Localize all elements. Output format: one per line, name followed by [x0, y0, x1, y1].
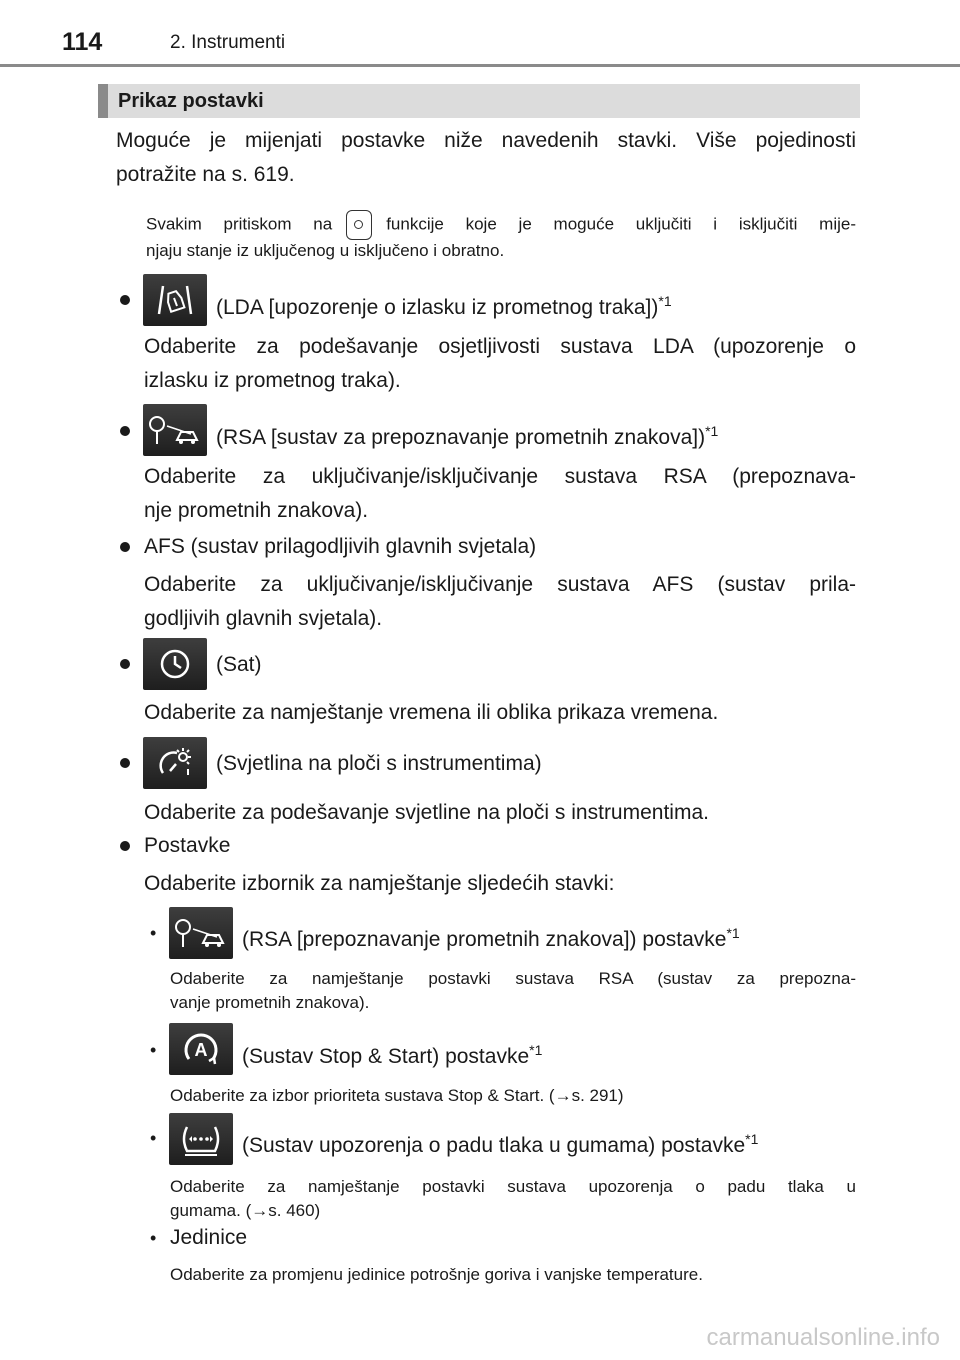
- settings-label: Postavke: [144, 834, 231, 857]
- rsa-icon: [143, 404, 207, 456]
- sub-bullet: •: [150, 923, 157, 943]
- sub-bullet: •: [150, 1228, 157, 1248]
- meter-control-switch-icon: [346, 210, 372, 240]
- note-line-2: njaju stanje iz uključenog u isključeno i obratno.: [146, 241, 505, 260]
- stop-start-footnote: *1: [529, 1042, 543, 1058]
- bullet: [120, 841, 130, 851]
- svg-text:A: A: [194, 1040, 208, 1060]
- rsa-settings-icon: [169, 907, 233, 959]
- rsa-footnote: *1: [705, 423, 719, 439]
- lda-footnote: *1: [658, 293, 672, 309]
- sub-bullet: •: [150, 1040, 157, 1060]
- afs-label: AFS (sustav prilagodljivih glavnih svjetala): [144, 535, 537, 558]
- bullet: [120, 659, 130, 669]
- chapter-title: 2. Instrumenti: [170, 32, 286, 53]
- rsa-settings-label: [242, 916, 740, 957]
- bullet: [120, 542, 130, 552]
- clock-icon: [143, 638, 207, 690]
- section-header: [98, 84, 860, 118]
- lda-desc-1: Odaberite za podešavanje osjetljivosti sustava LDA (upozorenje o: [144, 335, 856, 358]
- afs-desc-2: godljivih glavnih svjetala).: [144, 607, 383, 630]
- brightness-label: (Svjetlina na ploči s instrumentima): [216, 752, 542, 775]
- section-title: Prikaz postavki: [118, 90, 264, 112]
- rsa-desc-1: Odaberite za uključivanje/isključivanje sustava RSA (prepoznava-: [144, 465, 856, 488]
- note-line-1: [146, 210, 856, 240]
- brightness-desc: Odaberite za podešavanje svjetline na ploči s instrumentima.: [144, 801, 709, 824]
- lda-desc-2: izlasku iz prometnog traka).: [144, 369, 401, 392]
- settings-desc: Odaberite izbornik za namještanje sljedećih stavki:: [144, 872, 615, 895]
- tpws-footnote: *1: [745, 1131, 759, 1147]
- bullet: [120, 426, 130, 436]
- clock-desc: Odaberite za namještanje vremena ili oblika prikaza vremena.: [144, 701, 719, 724]
- rsa-label: [216, 414, 718, 455]
- sub-bullet: •: [150, 1128, 157, 1148]
- tpws-label-text: (Sustav upozorenja o padu tlaka u gumama) postavke: [242, 1134, 746, 1157]
- tpws-desc-2: gumama. (→s. 460): [170, 1201, 321, 1220]
- clock-label: (Sat): [216, 653, 262, 676]
- header-rule: [0, 64, 960, 67]
- rsa-desc-2: nje prometnih znakova).: [144, 499, 369, 522]
- lda-label: [216, 284, 672, 325]
- tire-pressure-icon: [169, 1113, 233, 1165]
- units-label: Jedinice: [170, 1226, 248, 1249]
- stop-start-label: [242, 1033, 542, 1074]
- afs-desc-1: Odaberite za uključivanje/isključivanje sustava AFS (sustav prila-: [144, 573, 856, 596]
- rsa-settings-desc-2: vanje prometnih znakova).: [170, 993, 370, 1012]
- intro-line-1: Moguće je mijenjati postavke niže navedenih stavki. Više pojedinosti: [116, 129, 856, 152]
- stop-start-desc: Odaberite za izbor prioriteta sustava Stop & Start. (→s. 291): [170, 1086, 624, 1105]
- stop-start-icon: [169, 1023, 233, 1075]
- bullet: [120, 758, 130, 768]
- stop-start-label-text: (Sustav Stop & Start) postavke: [242, 1045, 530, 1068]
- watermark: carmanualsonline.info: [706, 1324, 940, 1351]
- page-number: 114: [62, 28, 103, 56]
- rsa-label-text: (RSA [sustav za prepoznavanje prometnih znakova]): [216, 426, 706, 449]
- tpws-label: [242, 1122, 758, 1163]
- rsa-settings-footnote: *1: [726, 925, 740, 941]
- intro-line-2: potražite na s. 619.: [116, 163, 295, 186]
- note-part-1: Svakim pritiskom na: [146, 214, 333, 234]
- tpws-desc-1: Odaberite za namještanje postavki sustava upozorenja o padu tlaka u: [170, 1177, 856, 1196]
- rsa-settings-desc-1: Odaberite za namještanje postavki sustava RSA (sustav za prepozna-: [170, 969, 856, 988]
- lda-icon: [143, 274, 207, 326]
- rsa-settings-label-text: (RSA [prepoznavanje prometnih znakova]) postavke: [242, 928, 727, 951]
- brightness-icon: [143, 737, 207, 789]
- note-part-2: funkcije koje je moguće uključiti i isključiti mije-: [386, 214, 856, 234]
- bullet: [120, 295, 130, 305]
- lda-label-text: (LDA [upozorenje o izlasku iz prometnog traka]): [216, 296, 659, 319]
- units-desc: Odaberite za promjenu jedinice potrošnje goriva i vanjske temperature.: [170, 1265, 703, 1284]
